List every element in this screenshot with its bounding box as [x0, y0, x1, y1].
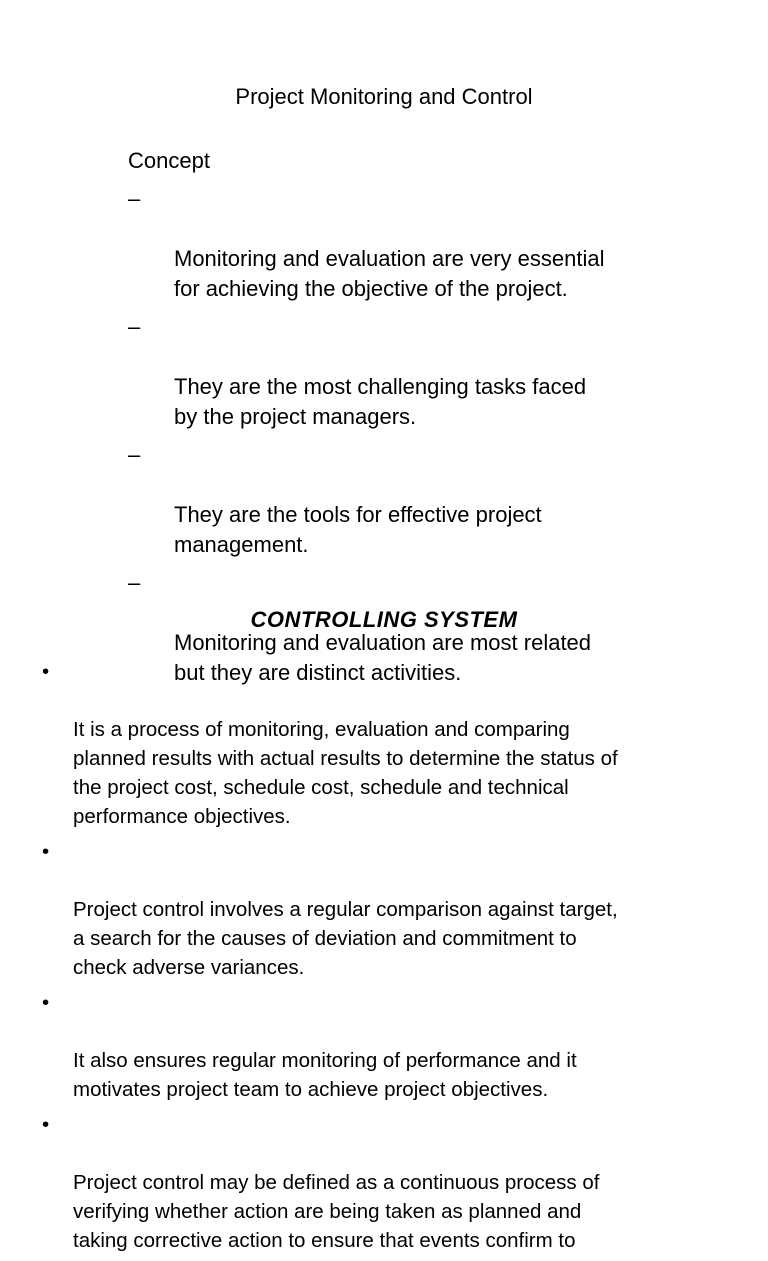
dash-marker: –	[128, 186, 141, 211]
section-title: CONTROLLING SYSTEM	[250, 607, 518, 632]
list-item	[42, 657, 742, 831]
list-item	[42, 988, 742, 1104]
concept-heading: Concept	[128, 148, 210, 173]
dash-marker: –	[128, 570, 141, 595]
slide-title: Project Monitoring and Control	[235, 84, 533, 109]
list-item-text: It also ensures regular monitoring of performance and it motivates project team to achieve project objectives.	[73, 1049, 577, 1101]
list-item-text: Monitoring and evaluation are very essential for achieving the objective of the project.	[174, 246, 605, 301]
list-item-text: They are the tools for effective project management.	[174, 502, 542, 557]
list-item	[42, 837, 742, 982]
bullet-marker: •	[42, 660, 50, 683]
bullet-marker: •	[42, 840, 50, 863]
list-item	[128, 440, 688, 560]
list-item-text: Project control may be defined as a continuous process of verifying whether action are being taken as planned and taking corrective action to ensure that events confirm to	[73, 1171, 600, 1252]
bullet-marker: •	[42, 991, 50, 1014]
list-item	[128, 184, 688, 304]
list-item	[42, 1110, 742, 1255]
list-item-text: It is a process of monitoring, evaluation and comparing planned results with actual results to determine the status of the project cost, schedule cost, schedule and technical performance objectives.	[73, 718, 618, 828]
dash-marker: –	[128, 442, 141, 467]
controlling-system-list	[42, 657, 742, 1261]
list-item-text: Monitoring and evaluation are most related but they are distinct activities.	[174, 630, 592, 685]
list-item-text: They are the most challenging tasks faced by the project managers.	[174, 374, 587, 429]
list-item	[128, 312, 688, 432]
dash-marker: –	[128, 314, 141, 339]
bullet-marker: •	[42, 1113, 50, 1136]
list-item-text: Project control involves a regular comparison against target, a search for the causes of deviation and commitment to check adverse variances.	[73, 898, 618, 979]
